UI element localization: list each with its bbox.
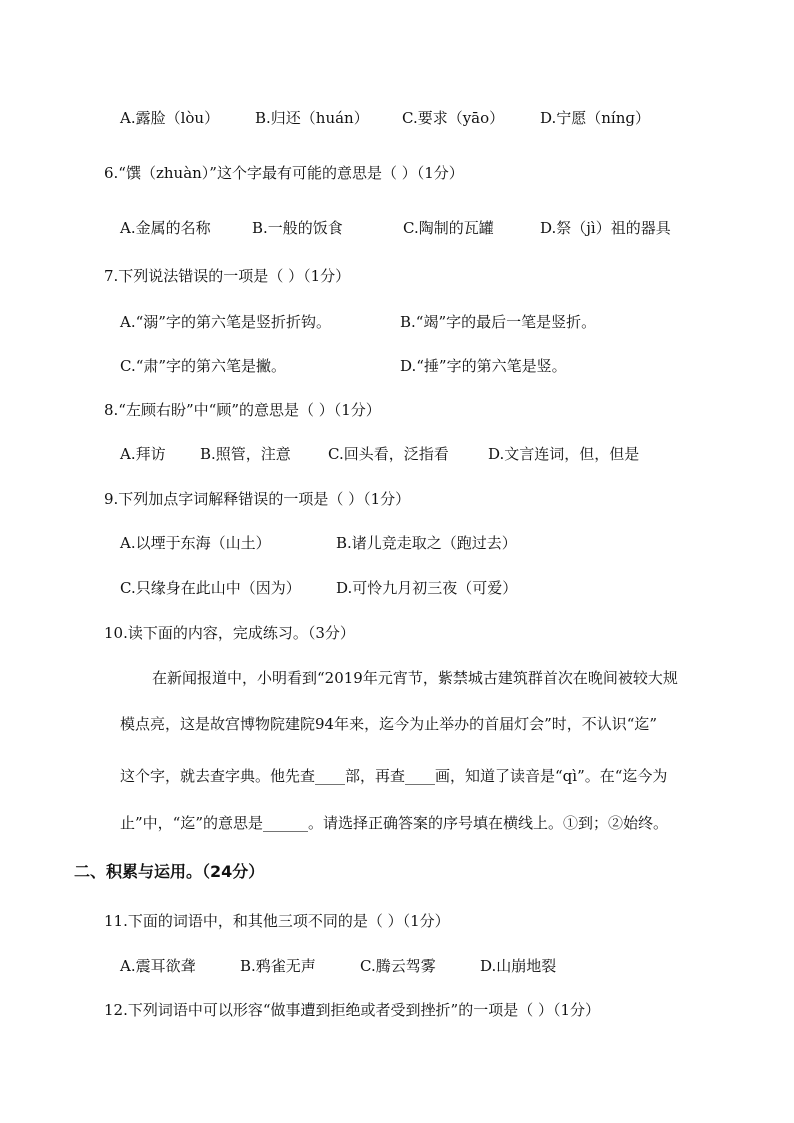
q6-option-c: C.陶制的瓦罐 (403, 219, 494, 237)
q10-stem: 10.读下面的内容，完成练习。（3分） (104, 624, 355, 642)
q10-paragraph-line-4: 止”中，“迄”的意思是______。请选择正确答案的序号填在横线上。①到；②始终。 (120, 814, 669, 832)
q11-option-c: C.腾云驾雾 (360, 957, 436, 975)
q11-option-b: B.鸦雀无声 (240, 957, 316, 975)
q5-option-c: C.要求（yāo） (402, 109, 505, 127)
q7-stem: 7.下列说法错误的一项是（ ）（1分） (104, 267, 351, 285)
q7-option-c: C.“肃”字的第六笔是撇。 (120, 357, 287, 375)
q9-stem: 9.下列加点字词解释错误的一项是（ ）（1分） (104, 490, 411, 508)
q8-option-a: A.拜访 (120, 445, 166, 463)
q11-option-a: A.震耳欲聋 (120, 957, 196, 975)
q10-paragraph-line-2: 模点亮，这是故宫博物院建院94年来，迄今为止举办的首届灯会”时，不认识“迄” (120, 715, 658, 733)
q10-paragraph-line-1: 在新闻报道中，小明看到“2019年元宵节，紫禁城古建筑群首次在晚间被较大规 (152, 669, 678, 687)
q7-option-a: A.“溺”字的第六笔是竖折折钩。 (120, 313, 331, 331)
q11-option-d: D.山崩地裂 (480, 957, 557, 975)
q6-option-d: D.祭（jì）祖的器具 (540, 219, 671, 237)
q5-option-a: A.露脸（lòu） (120, 109, 220, 127)
q9-option-a: A.以堙于东海（山土） (120, 534, 271, 552)
q9-option-d: D.可怜九月初三夜（可爱） (336, 579, 518, 597)
q10-paragraph-line-3: 这个字，就去查字典。他先查____部，再查____画，知道了读音是“qì”。在“迄今为 (120, 767, 668, 785)
q5-option-d: D.宁愿（nínɡ） (540, 109, 650, 127)
q7-option-b: B.“竭”字的最后一笔是竖折。 (400, 313, 597, 331)
q8-stem: 8.“左顾右盼”中“顾”的意思是（ ）（1分） (104, 401, 381, 419)
q7-option-d: D.“捶”字的第六笔是竖。 (400, 357, 567, 375)
q12-stem: 12.下列词语中可以形容“做事遭到拒绝或者受到挫折”的一项是（ ）（1分） (104, 1001, 601, 1019)
q8-option-c: C.回头看，泛指看 (328, 445, 449, 463)
section-heading: 二、积累与运用。（24分） (74, 862, 265, 881)
q9-option-b: B.诸儿竞走取之（跑过去） (336, 534, 517, 552)
q6-option-b: B.一般的饭食 (252, 219, 343, 237)
q8-option-b: B.照管，注意 (200, 445, 291, 463)
q9-option-c: C.只缘身在此山中（因为） (120, 579, 301, 597)
q6-stem: 6.“馔（zhuàn）”这个字最有可能的意思是（ ）（1分） (104, 164, 464, 182)
q8-option-d: D.文言连词，但，但是 (488, 445, 640, 463)
q6-option-a: A.金属的名称 (120, 219, 211, 237)
q11-stem: 11.下面的词语中，和其他三项不同的是（ ）（1分） (104, 912, 450, 930)
q5-option-b: B.归还（huán） (255, 109, 369, 127)
